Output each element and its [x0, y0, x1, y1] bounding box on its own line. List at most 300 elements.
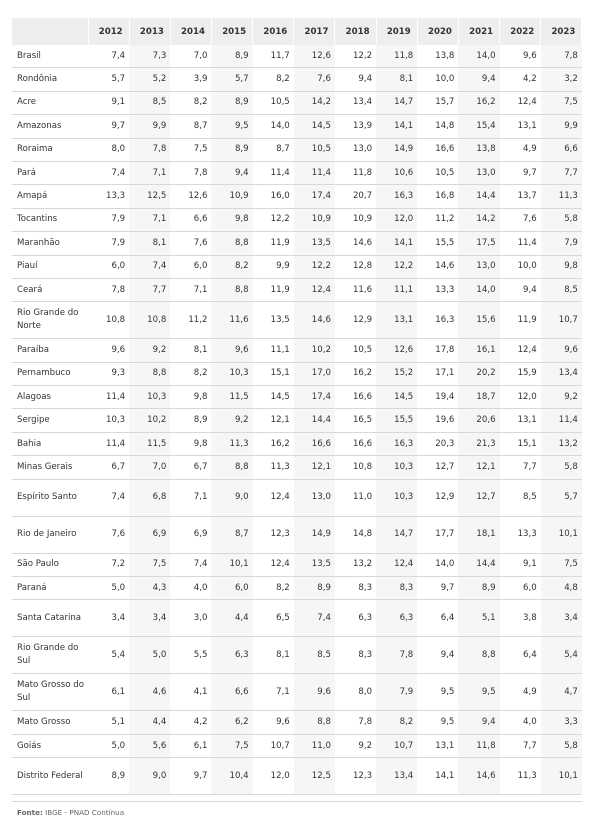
data-table-container	[12, 18, 582, 795]
value-cell: 9,5	[417, 711, 458, 734]
value-cell: 13,7	[500, 185, 541, 208]
value-cell: 4,2	[170, 711, 211, 734]
value-cell: 12,9	[417, 479, 458, 516]
value-cell: 3,3	[541, 711, 582, 734]
value-cell: 11,0	[294, 734, 335, 757]
value-cell: 9,2	[541, 386, 582, 409]
value-cell: 7,7	[500, 734, 541, 757]
value-cell: 16,5	[335, 409, 376, 432]
table-row	[12, 758, 582, 795]
value-cell: 10,2	[129, 409, 170, 432]
value-cell: 9,2	[129, 339, 170, 362]
value-cell: 9,4	[335, 68, 376, 91]
value-cell: 9,3	[88, 362, 129, 385]
table-row	[12, 302, 582, 339]
value-cell: 17,8	[417, 339, 458, 362]
row-label: Santa Catarina	[12, 600, 88, 637]
row-label: Piauí	[12, 255, 88, 278]
row-label: Goiás	[12, 734, 88, 757]
value-cell: 5,8	[541, 734, 582, 757]
value-cell: 10,8	[335, 456, 376, 479]
value-cell: 7,4	[294, 600, 335, 637]
header-year-2014: 2014	[170, 18, 211, 45]
value-cell: 13,2	[541, 432, 582, 455]
value-cell: 4,3	[129, 577, 170, 600]
value-cell: 11,5	[129, 432, 170, 455]
value-cell: 16,6	[294, 432, 335, 455]
value-cell: 9,5	[417, 674, 458, 711]
value-cell: 11,3	[211, 432, 252, 455]
value-cell: 8,1	[253, 637, 294, 674]
value-cell: 10,1	[541, 758, 582, 795]
value-cell: 14,8	[417, 115, 458, 138]
value-cell: 10,0	[500, 255, 541, 278]
value-cell: 10,6	[376, 161, 417, 184]
value-cell: 9,6	[211, 339, 252, 362]
value-cell: 8,8	[211, 456, 252, 479]
value-cell: 11,2	[170, 302, 211, 339]
value-cell: 8,2	[170, 91, 211, 114]
value-cell: 12,1	[294, 456, 335, 479]
value-cell: 14,4	[294, 409, 335, 432]
value-cell: 5,5	[170, 637, 211, 674]
value-cell: 9,1	[500, 553, 541, 576]
value-cell: 9,5	[458, 674, 499, 711]
value-cell: 14,9	[376, 138, 417, 161]
value-cell: 10,2	[294, 339, 335, 362]
value-cell: 14,0	[253, 115, 294, 138]
value-cell: 5,8	[541, 456, 582, 479]
value-cell: 4,4	[129, 711, 170, 734]
value-cell: 10,9	[211, 185, 252, 208]
value-cell: 14,4	[458, 185, 499, 208]
value-cell: 15,5	[417, 232, 458, 255]
value-cell: 15,1	[500, 432, 541, 455]
value-cell: 8,7	[170, 115, 211, 138]
value-cell: 7,7	[500, 456, 541, 479]
table-row	[12, 734, 582, 757]
value-cell: 12,2	[253, 208, 294, 231]
unemployment-table	[12, 18, 582, 795]
table-header-row	[12, 18, 582, 45]
row-label: Mato Grosso	[12, 711, 88, 734]
value-cell: 12,5	[294, 758, 335, 795]
value-cell: 7,8	[129, 138, 170, 161]
header-year-2012: 2012	[88, 18, 129, 45]
value-cell: 12,1	[458, 456, 499, 479]
value-cell: 8,7	[211, 516, 252, 553]
value-cell: 13,0	[458, 255, 499, 278]
value-cell: 14,6	[294, 302, 335, 339]
value-cell: 8,3	[376, 577, 417, 600]
value-cell: 8,2	[253, 68, 294, 91]
value-cell: 8,9	[211, 91, 252, 114]
value-cell: 5,0	[88, 734, 129, 757]
value-cell: 19,4	[417, 386, 458, 409]
value-cell: 9,9	[253, 255, 294, 278]
value-cell: 7,4	[88, 45, 129, 68]
value-cell: 7,8	[335, 711, 376, 734]
value-cell: 8,8	[129, 362, 170, 385]
value-cell: 3,4	[129, 600, 170, 637]
row-label: Sergipe	[12, 409, 88, 432]
value-cell: 6,9	[170, 516, 211, 553]
value-cell: 6,1	[88, 674, 129, 711]
value-cell: 8,1	[376, 68, 417, 91]
value-cell: 8,1	[170, 339, 211, 362]
value-cell: 16,3	[376, 432, 417, 455]
header-year-2022: 2022	[500, 18, 541, 45]
value-cell: 9,8	[211, 208, 252, 231]
value-cell: 15,6	[458, 302, 499, 339]
value-cell: 13,8	[417, 45, 458, 68]
table-row	[12, 456, 582, 479]
value-cell: 14,1	[376, 115, 417, 138]
value-cell: 8,9	[88, 758, 129, 795]
header-year-2023: 2023	[541, 18, 582, 45]
table-row	[12, 577, 582, 600]
value-cell: 4,4	[211, 600, 252, 637]
value-cell: 14,5	[253, 386, 294, 409]
value-cell: 5,7	[211, 68, 252, 91]
value-cell: 7,1	[129, 161, 170, 184]
value-cell: 13,3	[417, 278, 458, 301]
table-row	[12, 161, 582, 184]
value-cell: 10,3	[88, 409, 129, 432]
value-cell: 16,3	[376, 185, 417, 208]
value-cell: 11,8	[376, 45, 417, 68]
value-cell: 17,1	[417, 362, 458, 385]
value-cell: 14,2	[294, 91, 335, 114]
value-cell: 19,6	[417, 409, 458, 432]
value-cell: 3,0	[170, 600, 211, 637]
value-cell: 6,7	[88, 456, 129, 479]
value-cell: 4,0	[500, 711, 541, 734]
row-label: Paraná	[12, 577, 88, 600]
value-cell: 5,0	[88, 577, 129, 600]
value-cell: 10,3	[376, 456, 417, 479]
value-cell: 4,1	[170, 674, 211, 711]
value-cell: 7,5	[129, 553, 170, 576]
value-cell: 9,4	[211, 161, 252, 184]
value-cell: 7,9	[88, 208, 129, 231]
value-cell: 3,4	[88, 600, 129, 637]
value-cell: 7,3	[129, 45, 170, 68]
value-cell: 10,8	[129, 302, 170, 339]
value-cell: 8,8	[211, 278, 252, 301]
value-cell: 10,4	[211, 758, 252, 795]
value-cell: 12,1	[253, 409, 294, 432]
table-row	[12, 255, 582, 278]
row-label: Ceará	[12, 278, 88, 301]
value-cell: 3,2	[541, 68, 582, 91]
value-cell: 9,7	[417, 577, 458, 600]
table-row	[12, 479, 582, 516]
value-cell: 15,9	[500, 362, 541, 385]
value-cell: 3,4	[541, 600, 582, 637]
row-label: Pará	[12, 161, 88, 184]
table-row	[12, 339, 582, 362]
value-cell: 8,1	[129, 232, 170, 255]
table-row	[12, 362, 582, 385]
value-cell: 15,1	[253, 362, 294, 385]
row-label: Acre	[12, 91, 88, 114]
value-cell: 10,7	[253, 734, 294, 757]
value-cell: 13,0	[458, 161, 499, 184]
value-cell: 6,7	[170, 456, 211, 479]
table-row	[12, 208, 582, 231]
table-row	[12, 115, 582, 138]
value-cell: 12,6	[294, 45, 335, 68]
value-cell: 8,5	[129, 91, 170, 114]
value-cell: 7,8	[541, 45, 582, 68]
value-cell: 14,5	[376, 386, 417, 409]
value-cell: 15,4	[458, 115, 499, 138]
value-cell: 11,8	[458, 734, 499, 757]
value-cell: 7,8	[170, 161, 211, 184]
source-label: Fonte:	[17, 808, 43, 817]
value-cell: 7,1	[253, 674, 294, 711]
value-cell: 5,8	[541, 208, 582, 231]
value-cell: 13,4	[376, 758, 417, 795]
value-cell: 14,4	[458, 553, 499, 576]
value-cell: 14,0	[458, 45, 499, 68]
value-cell: 10,3	[376, 479, 417, 516]
value-cell: 9,9	[541, 115, 582, 138]
value-cell: 6,8	[129, 479, 170, 516]
value-cell: 13,9	[335, 115, 376, 138]
value-cell: 11,9	[253, 232, 294, 255]
value-cell: 10,5	[294, 138, 335, 161]
value-cell: 13,1	[500, 115, 541, 138]
value-cell: 9,0	[129, 758, 170, 795]
value-cell: 21,3	[458, 432, 499, 455]
value-cell: 11,3	[253, 456, 294, 479]
value-cell: 10,0	[417, 68, 458, 91]
value-cell: 17,5	[458, 232, 499, 255]
table-row	[12, 600, 582, 637]
value-cell: 5,1	[458, 600, 499, 637]
row-label: Bahia	[12, 432, 88, 455]
value-cell: 14,0	[458, 278, 499, 301]
value-cell: 7,4	[170, 553, 211, 576]
value-cell: 14,5	[294, 115, 335, 138]
value-cell: 4,9	[500, 138, 541, 161]
value-cell: 7,6	[88, 516, 129, 553]
value-cell: 10,5	[253, 91, 294, 114]
value-cell: 8,7	[253, 138, 294, 161]
value-cell: 9,6	[253, 711, 294, 734]
value-cell: 8,9	[170, 409, 211, 432]
value-cell: 12,5	[129, 185, 170, 208]
value-cell: 6,4	[500, 637, 541, 674]
value-cell: 7,9	[376, 674, 417, 711]
value-cell: 11,4	[294, 161, 335, 184]
table-body	[12, 45, 582, 795]
value-cell: 12,3	[253, 516, 294, 553]
value-cell: 14,6	[458, 758, 499, 795]
value-cell: 11,4	[88, 432, 129, 455]
value-cell: 10,5	[417, 161, 458, 184]
table-row	[12, 185, 582, 208]
value-cell: 13,0	[294, 479, 335, 516]
value-cell: 11,3	[500, 758, 541, 795]
value-cell: 8,3	[335, 577, 376, 600]
value-cell: 17,0	[294, 362, 335, 385]
value-cell: 6,6	[211, 674, 252, 711]
value-cell: 7,1	[170, 479, 211, 516]
value-cell: 10,5	[335, 339, 376, 362]
value-cell: 9,8	[170, 386, 211, 409]
value-cell: 11,6	[211, 302, 252, 339]
value-cell: 7,9	[541, 232, 582, 255]
value-cell: 12,0	[253, 758, 294, 795]
header-year-2018: 2018	[335, 18, 376, 45]
row-label: Tocantins	[12, 208, 88, 231]
value-cell: 14,6	[417, 255, 458, 278]
row-label: Amapá	[12, 185, 88, 208]
value-cell: 12,2	[294, 255, 335, 278]
value-cell: 8,2	[170, 362, 211, 385]
value-cell: 20,7	[335, 185, 376, 208]
value-cell: 9,6	[88, 339, 129, 362]
value-cell: 11,4	[88, 386, 129, 409]
value-cell: 9,4	[500, 278, 541, 301]
value-cell: 16,6	[335, 386, 376, 409]
value-cell: 9,7	[170, 758, 211, 795]
value-cell: 16,2	[458, 91, 499, 114]
value-cell: 6,0	[170, 255, 211, 278]
value-cell: 7,6	[170, 232, 211, 255]
value-cell: 6,6	[170, 208, 211, 231]
value-cell: 13,2	[335, 553, 376, 576]
value-cell: 16,6	[335, 432, 376, 455]
value-cell: 11,7	[253, 45, 294, 68]
value-cell: 12,6	[376, 339, 417, 362]
value-cell: 13,4	[335, 91, 376, 114]
table-row	[12, 386, 582, 409]
row-label: São Paulo	[12, 553, 88, 576]
table-row	[12, 674, 582, 711]
value-cell: 6,3	[335, 600, 376, 637]
value-cell: 13,3	[88, 185, 129, 208]
table-row	[12, 409, 582, 432]
value-cell: 8,2	[253, 577, 294, 600]
value-cell: 7,6	[500, 208, 541, 231]
value-cell: 11,5	[211, 386, 252, 409]
value-cell: 10,7	[541, 302, 582, 339]
value-cell: 20,3	[417, 432, 458, 455]
value-cell: 5,4	[88, 637, 129, 674]
value-cell: 14,2	[458, 208, 499, 231]
value-cell: 14,8	[335, 516, 376, 553]
value-cell: 8,2	[376, 711, 417, 734]
value-cell: 7,5	[170, 138, 211, 161]
value-cell: 4,7	[541, 674, 582, 711]
value-cell: 7,8	[376, 637, 417, 674]
value-cell: 9,8	[170, 432, 211, 455]
value-cell: 8,5	[541, 278, 582, 301]
value-cell: 7,5	[541, 553, 582, 576]
value-cell: 7,2	[88, 553, 129, 576]
value-cell: 7,9	[88, 232, 129, 255]
value-cell: 13,5	[294, 553, 335, 576]
value-cell: 4,0	[170, 577, 211, 600]
value-cell: 11,4	[500, 232, 541, 255]
value-cell: 15,7	[417, 91, 458, 114]
value-cell: 14,7	[376, 91, 417, 114]
value-cell: 14,1	[376, 232, 417, 255]
value-cell: 11,4	[541, 409, 582, 432]
row-label: Minas Gerais	[12, 456, 88, 479]
table-row	[12, 232, 582, 255]
value-cell: 12,7	[458, 479, 499, 516]
value-cell: 6,6	[541, 138, 582, 161]
value-cell: 7,7	[541, 161, 582, 184]
value-cell: 9,4	[458, 711, 499, 734]
value-cell: 9,2	[211, 409, 252, 432]
row-label: Rio Grande do Sul	[12, 637, 88, 674]
value-cell: 16,2	[335, 362, 376, 385]
value-cell: 16,6	[417, 138, 458, 161]
value-cell: 10,7	[376, 734, 417, 757]
value-cell: 8,3	[335, 637, 376, 674]
value-cell: 12,7	[417, 456, 458, 479]
value-cell: 11,6	[335, 278, 376, 301]
table-row	[12, 45, 582, 68]
table-row	[12, 432, 582, 455]
value-cell: 6,3	[211, 637, 252, 674]
value-cell: 18,7	[458, 386, 499, 409]
value-cell: 14,0	[417, 553, 458, 576]
value-cell: 8,8	[211, 232, 252, 255]
value-cell: 12,3	[335, 758, 376, 795]
value-cell: 6,4	[417, 600, 458, 637]
value-cell: 13,1	[417, 734, 458, 757]
row-label: Rondônia	[12, 68, 88, 91]
value-cell: 13,4	[541, 362, 582, 385]
value-cell: 8,2	[211, 255, 252, 278]
value-cell: 7,6	[294, 68, 335, 91]
source-note	[17, 808, 124, 817]
value-cell: 7,0	[129, 456, 170, 479]
header-year-2015: 2015	[211, 18, 252, 45]
value-cell: 12,4	[500, 91, 541, 114]
value-cell: 13,1	[500, 409, 541, 432]
value-cell: 5,4	[541, 637, 582, 674]
value-cell: 10,1	[541, 516, 582, 553]
value-cell: 4,8	[541, 577, 582, 600]
table-row	[12, 91, 582, 114]
value-cell: 11,1	[376, 278, 417, 301]
value-cell: 8,0	[88, 138, 129, 161]
value-cell: 13,5	[253, 302, 294, 339]
value-cell: 8,5	[500, 479, 541, 516]
value-cell: 6,2	[211, 711, 252, 734]
row-label: Roraima	[12, 138, 88, 161]
value-cell: 12,4	[376, 553, 417, 576]
row-label: Rio de Janeiro	[12, 516, 88, 553]
row-label: Espírito Santo	[12, 479, 88, 516]
value-cell: 9,6	[294, 674, 335, 711]
header-year-2019: 2019	[376, 18, 417, 45]
value-cell: 7,5	[211, 734, 252, 757]
value-cell: 13,1	[376, 302, 417, 339]
value-cell: 14,9	[294, 516, 335, 553]
value-cell: 16,1	[458, 339, 499, 362]
header-year-2017: 2017	[294, 18, 335, 45]
value-cell: 8,9	[294, 577, 335, 600]
